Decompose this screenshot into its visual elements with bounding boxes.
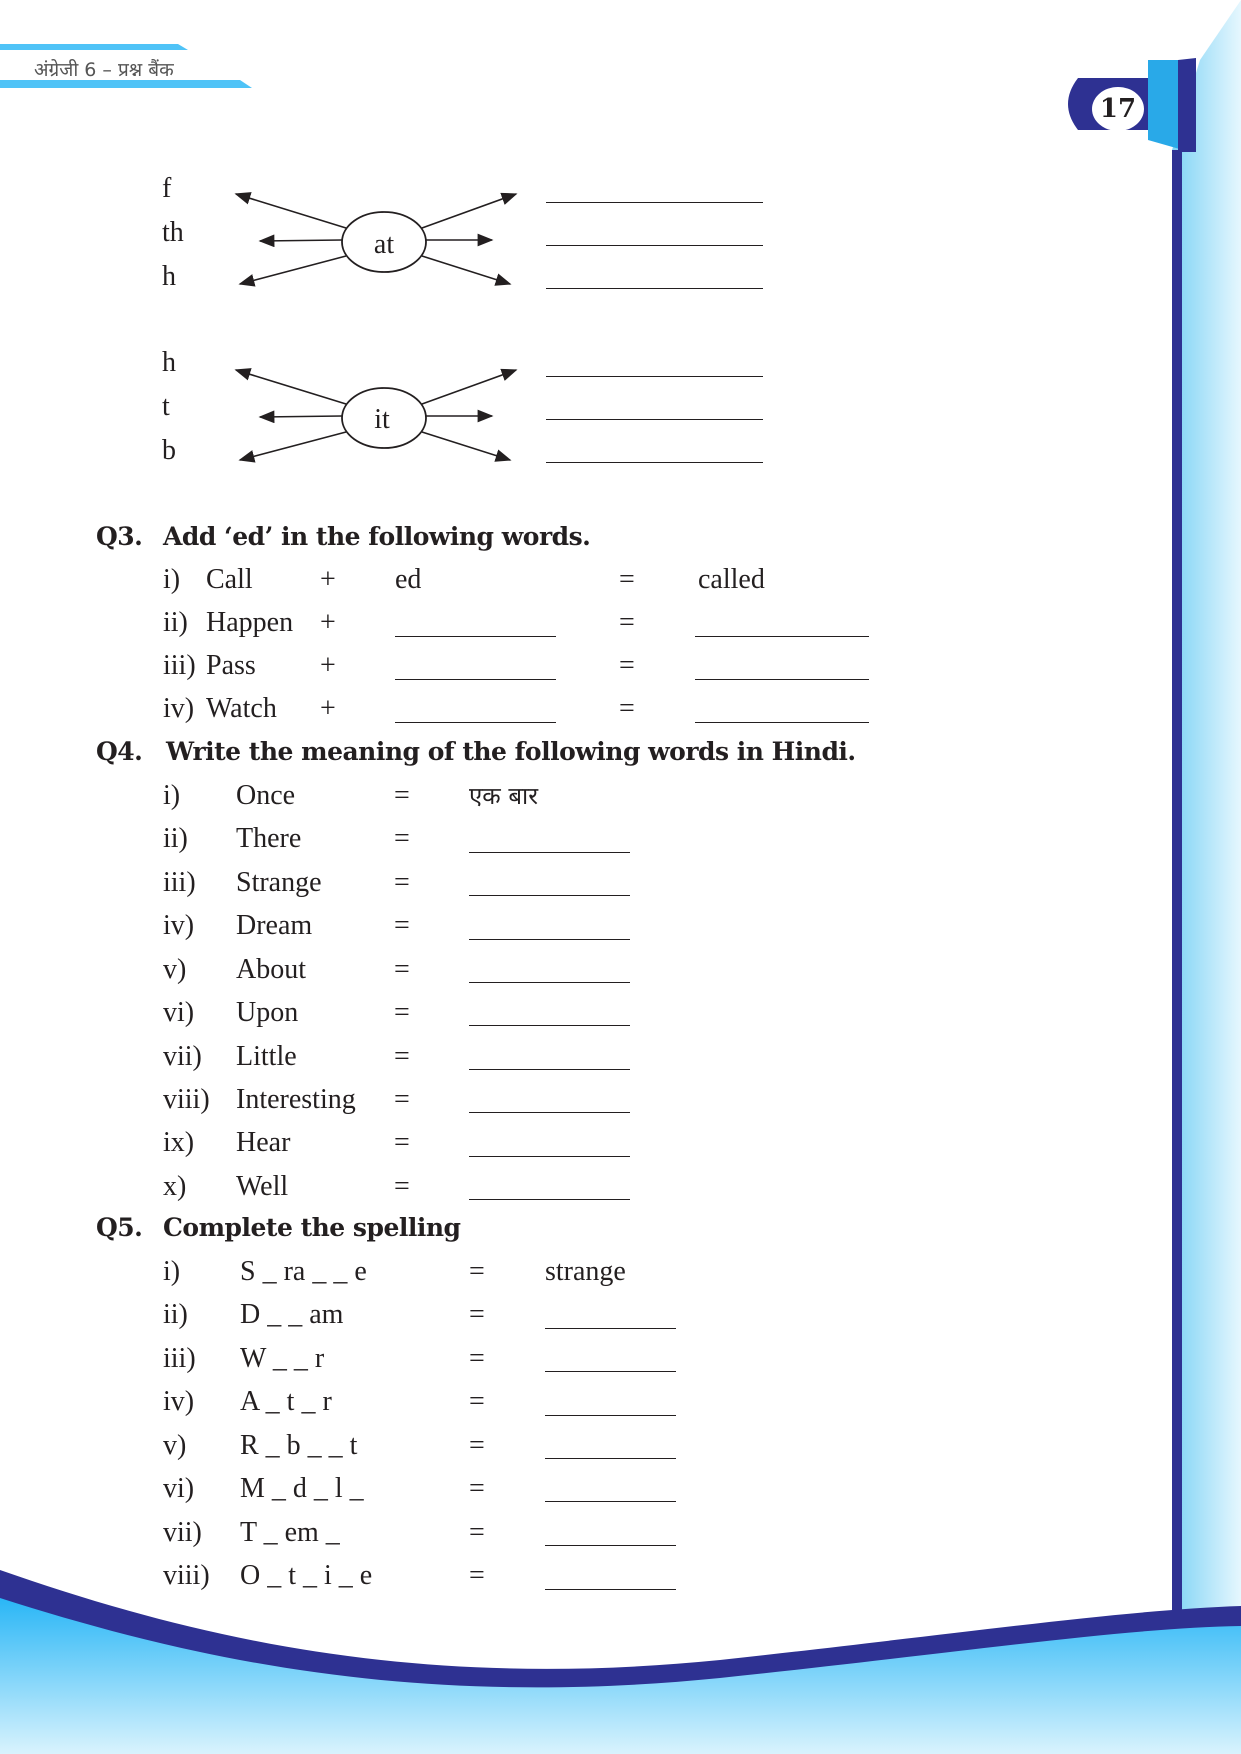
item-word: There <box>236 823 302 854</box>
answer-blank[interactable] <box>546 245 763 246</box>
equals-sign: = <box>394 1171 410 1202</box>
answer-blank[interactable] <box>469 939 630 940</box>
item-word: Dream <box>236 910 313 941</box>
answer-blank[interactable] <box>545 1545 676 1546</box>
item-word: Interesting <box>236 1084 356 1115</box>
item-word: About <box>236 954 306 985</box>
spelling-word: O _ t _ i _ e <box>240 1560 373 1591</box>
book-title: अंग्रेजी 6 – प्रश्न बैंक <box>34 59 174 81</box>
arrow <box>260 416 342 417</box>
arrow <box>240 432 346 460</box>
answer-blank[interactable] <box>469 852 630 853</box>
item-word: Well <box>236 1171 289 1202</box>
equals-sign: = <box>469 1386 485 1417</box>
answer-blank[interactable] <box>545 1328 676 1329</box>
answer-text: called <box>698 564 765 595</box>
answer-blank[interactable] <box>695 636 869 637</box>
equals-sign: = <box>469 1430 485 1461</box>
spelling-word: M _ d _ l _ <box>240 1473 364 1504</box>
equals-sign: = <box>619 693 635 724</box>
item-number: iii) <box>163 867 196 898</box>
item-number: x) <box>163 1171 187 1202</box>
diagram-letter: th <box>162 217 184 248</box>
item-number: vi) <box>163 997 195 1028</box>
right-band <box>1172 0 1241 1754</box>
question-number: Q4. <box>96 737 143 766</box>
item-word: Watch <box>206 693 277 724</box>
question-number: Q3. <box>96 522 143 551</box>
answer-text: strange <box>545 1256 626 1287</box>
diagram-letter: h <box>162 261 176 292</box>
item-number: ii) <box>163 1299 188 1330</box>
question-title: Add ‘ed’ in the following words. <box>163 522 591 551</box>
equals-sign: = <box>619 650 635 681</box>
answer-blank[interactable] <box>546 202 763 203</box>
arrow <box>260 240 342 241</box>
item-word: Upon <box>236 997 299 1028</box>
plus-sign: + <box>320 650 336 681</box>
equals-sign: = <box>394 867 410 898</box>
center-word: it <box>374 404 390 435</box>
spelling-word: R _ b _ _ t <box>240 1430 358 1461</box>
arrow <box>240 256 346 284</box>
answer-blank[interactable] <box>469 1069 630 1070</box>
item-word: Call <box>206 564 253 595</box>
equals-sign: = <box>394 997 410 1028</box>
header-strip-top <box>0 44 188 50</box>
question-number: Q5. <box>96 1213 143 1242</box>
answer-blank[interactable] <box>695 722 869 723</box>
item-number: ix) <box>163 1127 195 1158</box>
equals-sign: = <box>469 1473 485 1504</box>
equals-sign: = <box>394 1041 410 1072</box>
answer-blank[interactable] <box>546 376 763 377</box>
item-number: ii) <box>163 607 188 638</box>
arrow <box>236 194 346 228</box>
spelling-word: T _ em _ <box>240 1517 340 1548</box>
equals-sign: = <box>394 780 410 811</box>
right-vertical-rule <box>1172 150 1182 1610</box>
item-number: iv) <box>163 910 195 941</box>
diagram-letter: b <box>162 435 176 466</box>
item-number: viii) <box>163 1084 210 1115</box>
suffix-blank[interactable] <box>395 679 556 680</box>
arrow <box>422 194 516 228</box>
spelling-word: S _ ra _ _ e <box>240 1256 367 1287</box>
question-title: Write the meaning of the following words in Hindi. <box>166 737 856 766</box>
item-number: v) <box>163 1430 187 1461</box>
answer-blank[interactable] <box>545 1501 676 1502</box>
answer-blank[interactable] <box>546 462 763 463</box>
item-word: Pass <box>206 650 256 681</box>
equals-sign: = <box>619 564 635 595</box>
arrow <box>236 370 346 404</box>
item-number: viii) <box>163 1560 210 1591</box>
answer-blank[interactable] <box>469 895 630 896</box>
answer-blank[interactable] <box>469 1156 630 1157</box>
item-number: iv) <box>163 693 195 724</box>
answer-blank[interactable] <box>469 982 630 983</box>
equals-sign: = <box>394 910 410 941</box>
page-number: 17 <box>1092 87 1144 131</box>
plus-sign: + <box>320 693 336 724</box>
arrow <box>422 256 510 284</box>
item-word: Little <box>236 1041 297 1072</box>
item-word: Once <box>236 780 296 811</box>
equals-sign: = <box>469 1343 485 1374</box>
center-word: at <box>373 229 395 260</box>
suffix-blank[interactable] <box>395 636 556 637</box>
suffix: ed <box>395 564 422 595</box>
spelling-word: A _ t _ r <box>240 1386 332 1417</box>
answer-blank[interactable] <box>469 1199 630 1200</box>
diagram-letter: t <box>162 391 170 422</box>
item-number: iii) <box>163 650 196 681</box>
item-number: vi) <box>163 1473 195 1504</box>
spelling-word: W _ _ r <box>240 1343 325 1374</box>
answer-blank[interactable] <box>546 419 763 420</box>
equals-sign: = <box>469 1517 485 1548</box>
answer-blank[interactable] <box>695 679 869 680</box>
item-number: v) <box>163 954 187 985</box>
arrow <box>422 432 510 460</box>
item-number: vii) <box>163 1041 202 1072</box>
diagram-letter: f <box>162 173 172 204</box>
answer-blank[interactable] <box>545 1415 676 1416</box>
equals-sign: = <box>469 1256 485 1287</box>
question-title: Complete the spelling <box>163 1213 461 1242</box>
item-number: i) <box>163 780 181 811</box>
answer-blank[interactable] <box>545 1458 676 1459</box>
item-word: Strange <box>236 867 322 898</box>
answer-blank[interactable] <box>469 1112 630 1113</box>
equals-sign: = <box>394 1127 410 1158</box>
plus-sign: + <box>320 564 336 595</box>
item-number: i) <box>163 1256 181 1287</box>
item-number: iii) <box>163 1343 196 1374</box>
equals-sign: = <box>469 1560 485 1591</box>
diagram-letter: h <box>162 347 176 378</box>
equals-sign: = <box>394 954 410 985</box>
suffix-blank[interactable] <box>395 722 556 723</box>
spelling-word: D _ _ am <box>240 1299 344 1330</box>
answer-blank[interactable] <box>545 1371 676 1372</box>
item-number: ii) <box>163 823 188 854</box>
answer-text: एक बार <box>469 782 539 810</box>
tab-flag-dark <box>1178 58 1196 152</box>
equals-sign: = <box>469 1299 485 1330</box>
item-number: iv) <box>163 1386 195 1417</box>
answer-blank[interactable] <box>545 1589 676 1590</box>
plus-sign: + <box>320 607 336 638</box>
arrow <box>422 370 516 404</box>
item-number: i) <box>163 564 181 595</box>
equals-sign: = <box>619 607 635 638</box>
item-number: vii) <box>163 1517 202 1548</box>
equals-sign: = <box>394 823 410 854</box>
equals-sign: = <box>394 1084 410 1115</box>
item-word: Hear <box>236 1127 291 1158</box>
answer-blank[interactable] <box>546 288 763 289</box>
item-word: Happen <box>206 607 294 638</box>
answer-blank[interactable] <box>469 1025 630 1026</box>
